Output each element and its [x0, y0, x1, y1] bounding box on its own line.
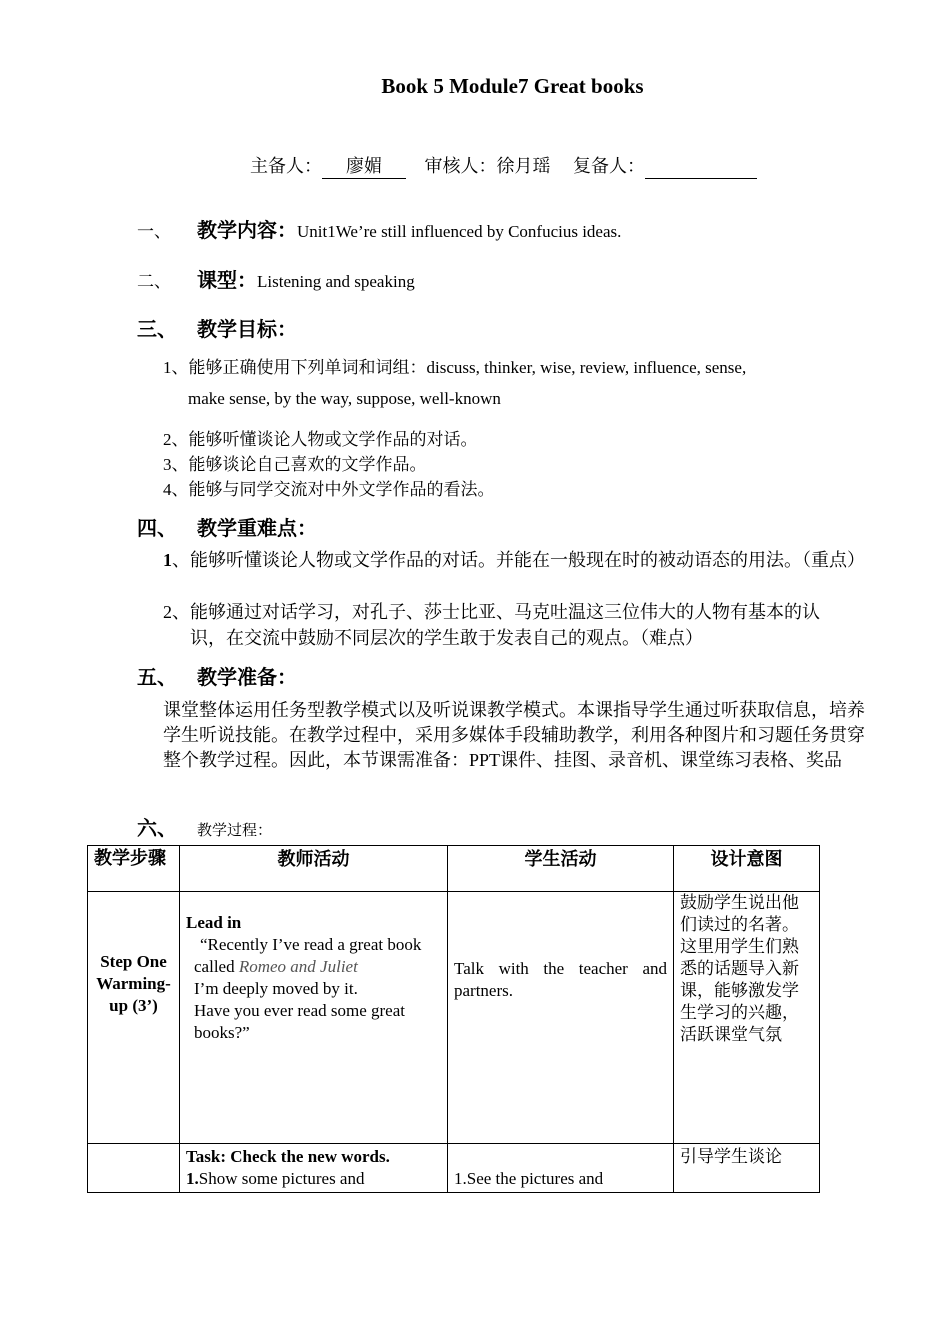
section-number: 六、 — [137, 818, 177, 840]
objective-item: 3、能够谈论自己喜欢的文学作品。 — [163, 455, 427, 474]
table-row — [88, 1144, 820, 1193]
section-heading: 教学重难点： — [197, 518, 317, 540]
section-number: 四、 — [137, 518, 177, 540]
section-1 — [137, 214, 621, 243]
process-table — [87, 845, 820, 1193]
lead-name: 廖媚 — [322, 152, 406, 179]
key-point-2-line2: 识，在交流中鼓励不同层次的学生敢于发表自己的观点。（难点） — [190, 628, 703, 648]
section-heading: 教学内容： — [197, 220, 297, 242]
key-point-number: 1 — [163, 550, 172, 570]
backup-label: 复备人： — [573, 156, 645, 176]
lead-in-label: Lead in — [186, 913, 242, 932]
teacher-line: Have you ever read some great books?” — [194, 1001, 405, 1042]
intent-cell: 引导学生谈论 — [674, 1144, 820, 1193]
objective-item: 1、能够正确使用下列单词和词组：discuss, thinker, wise, review, influence, sense, — [163, 358, 747, 377]
student-cell: Talk with the teacher and partners. — [448, 892, 674, 1144]
preparation-text: 课堂整体运用任务型教学模式以及听说课教学模式。本课指导学生通过听获取信息，培养学生听说技能。在教学过程中，采用多媒体手段辅助教学，利用各种图片和习题任务贯穿整个教学过程。因此，本节课需准备：PPT课件、挂图、录音机、课堂练习表格、奖品 — [163, 700, 865, 770]
section-5-heading — [137, 661, 297, 690]
section-2 — [137, 264, 415, 293]
table-header-row — [88, 846, 820, 892]
task-number: 1. — [186, 1169, 199, 1188]
book-title: Romeo and Juliet — [238, 957, 358, 976]
section-4-heading — [137, 512, 317, 541]
step-cell — [88, 1144, 180, 1193]
objective-item: 2、能够听懂谈论人物或文学作品的对话。 — [163, 430, 478, 449]
section-heading: 课型： — [197, 270, 257, 292]
header-teacher: 教师活动 — [180, 846, 448, 892]
lead-label: 主备人： — [250, 156, 322, 176]
section-3-heading — [137, 313, 297, 342]
teacher-line: Show some pictures and — [198, 1169, 365, 1188]
table-row — [88, 892, 820, 1144]
document-title: Book 5 Module7 Great books — [381, 74, 644, 98]
step-cell: Step One Warming-up (3’) — [88, 892, 180, 1144]
teacher-cell — [180, 892, 448, 1144]
objective-item: 4、能够与同学交流对中外文学作品的看法。 — [163, 480, 495, 499]
teacher-line: I’m deeply moved by it. — [194, 979, 358, 998]
teacher-cell — [180, 1144, 448, 1193]
student-cell: 1.See the pictures and — [448, 1144, 674, 1193]
objective-item: make sense, by the way, suppose, well-known — [188, 389, 501, 408]
backup-blank — [645, 160, 757, 179]
section-text: Listening and speaking — [257, 272, 415, 291]
section-number: 三、 — [137, 319, 177, 341]
header-intent: 设计意图 — [674, 846, 820, 892]
section-heading: 教学目标： — [197, 319, 297, 341]
teacher-line: called — [194, 957, 235, 976]
section-heading: 教学过程： — [197, 823, 273, 839]
task-label: Task: Check the new words. — [186, 1147, 390, 1166]
key-point-2-line1: 2、能够通过对话学习，对孔子、莎士比亚、马克吐温这三位伟大的人物有基本的认 — [163, 602, 820, 622]
section-number: 五、 — [137, 667, 177, 689]
section-heading: 教学准备： — [197, 667, 297, 689]
key-point-text: 、能够听懂谈论人物或文学作品的对话。并能在一般现在时的被动语态的用法。（重点） — [172, 550, 865, 570]
section-number: 一、 — [137, 222, 171, 241]
section-6-heading — [137, 812, 272, 841]
staff-line — [250, 152, 757, 179]
section-text: Unit1We’re still influenced by Confucius ideas. — [297, 222, 622, 241]
header-step: 教学步骤 — [88, 846, 180, 892]
teacher-line: “Recently I’ve read a great book — [200, 935, 422, 954]
reviewer-label: 审核人：徐月瑶 — [424, 156, 551, 176]
header-student: 学生活动 — [448, 846, 674, 892]
section-number: 二、 — [137, 272, 171, 291]
key-point-1 — [163, 548, 868, 573]
intent-cell: 鼓励学生说出他们读过的名著。这里用学生们熟悉的话题导入新课，能够激发学生学习的兴趣，活跃课堂气氛 — [674, 892, 820, 1144]
